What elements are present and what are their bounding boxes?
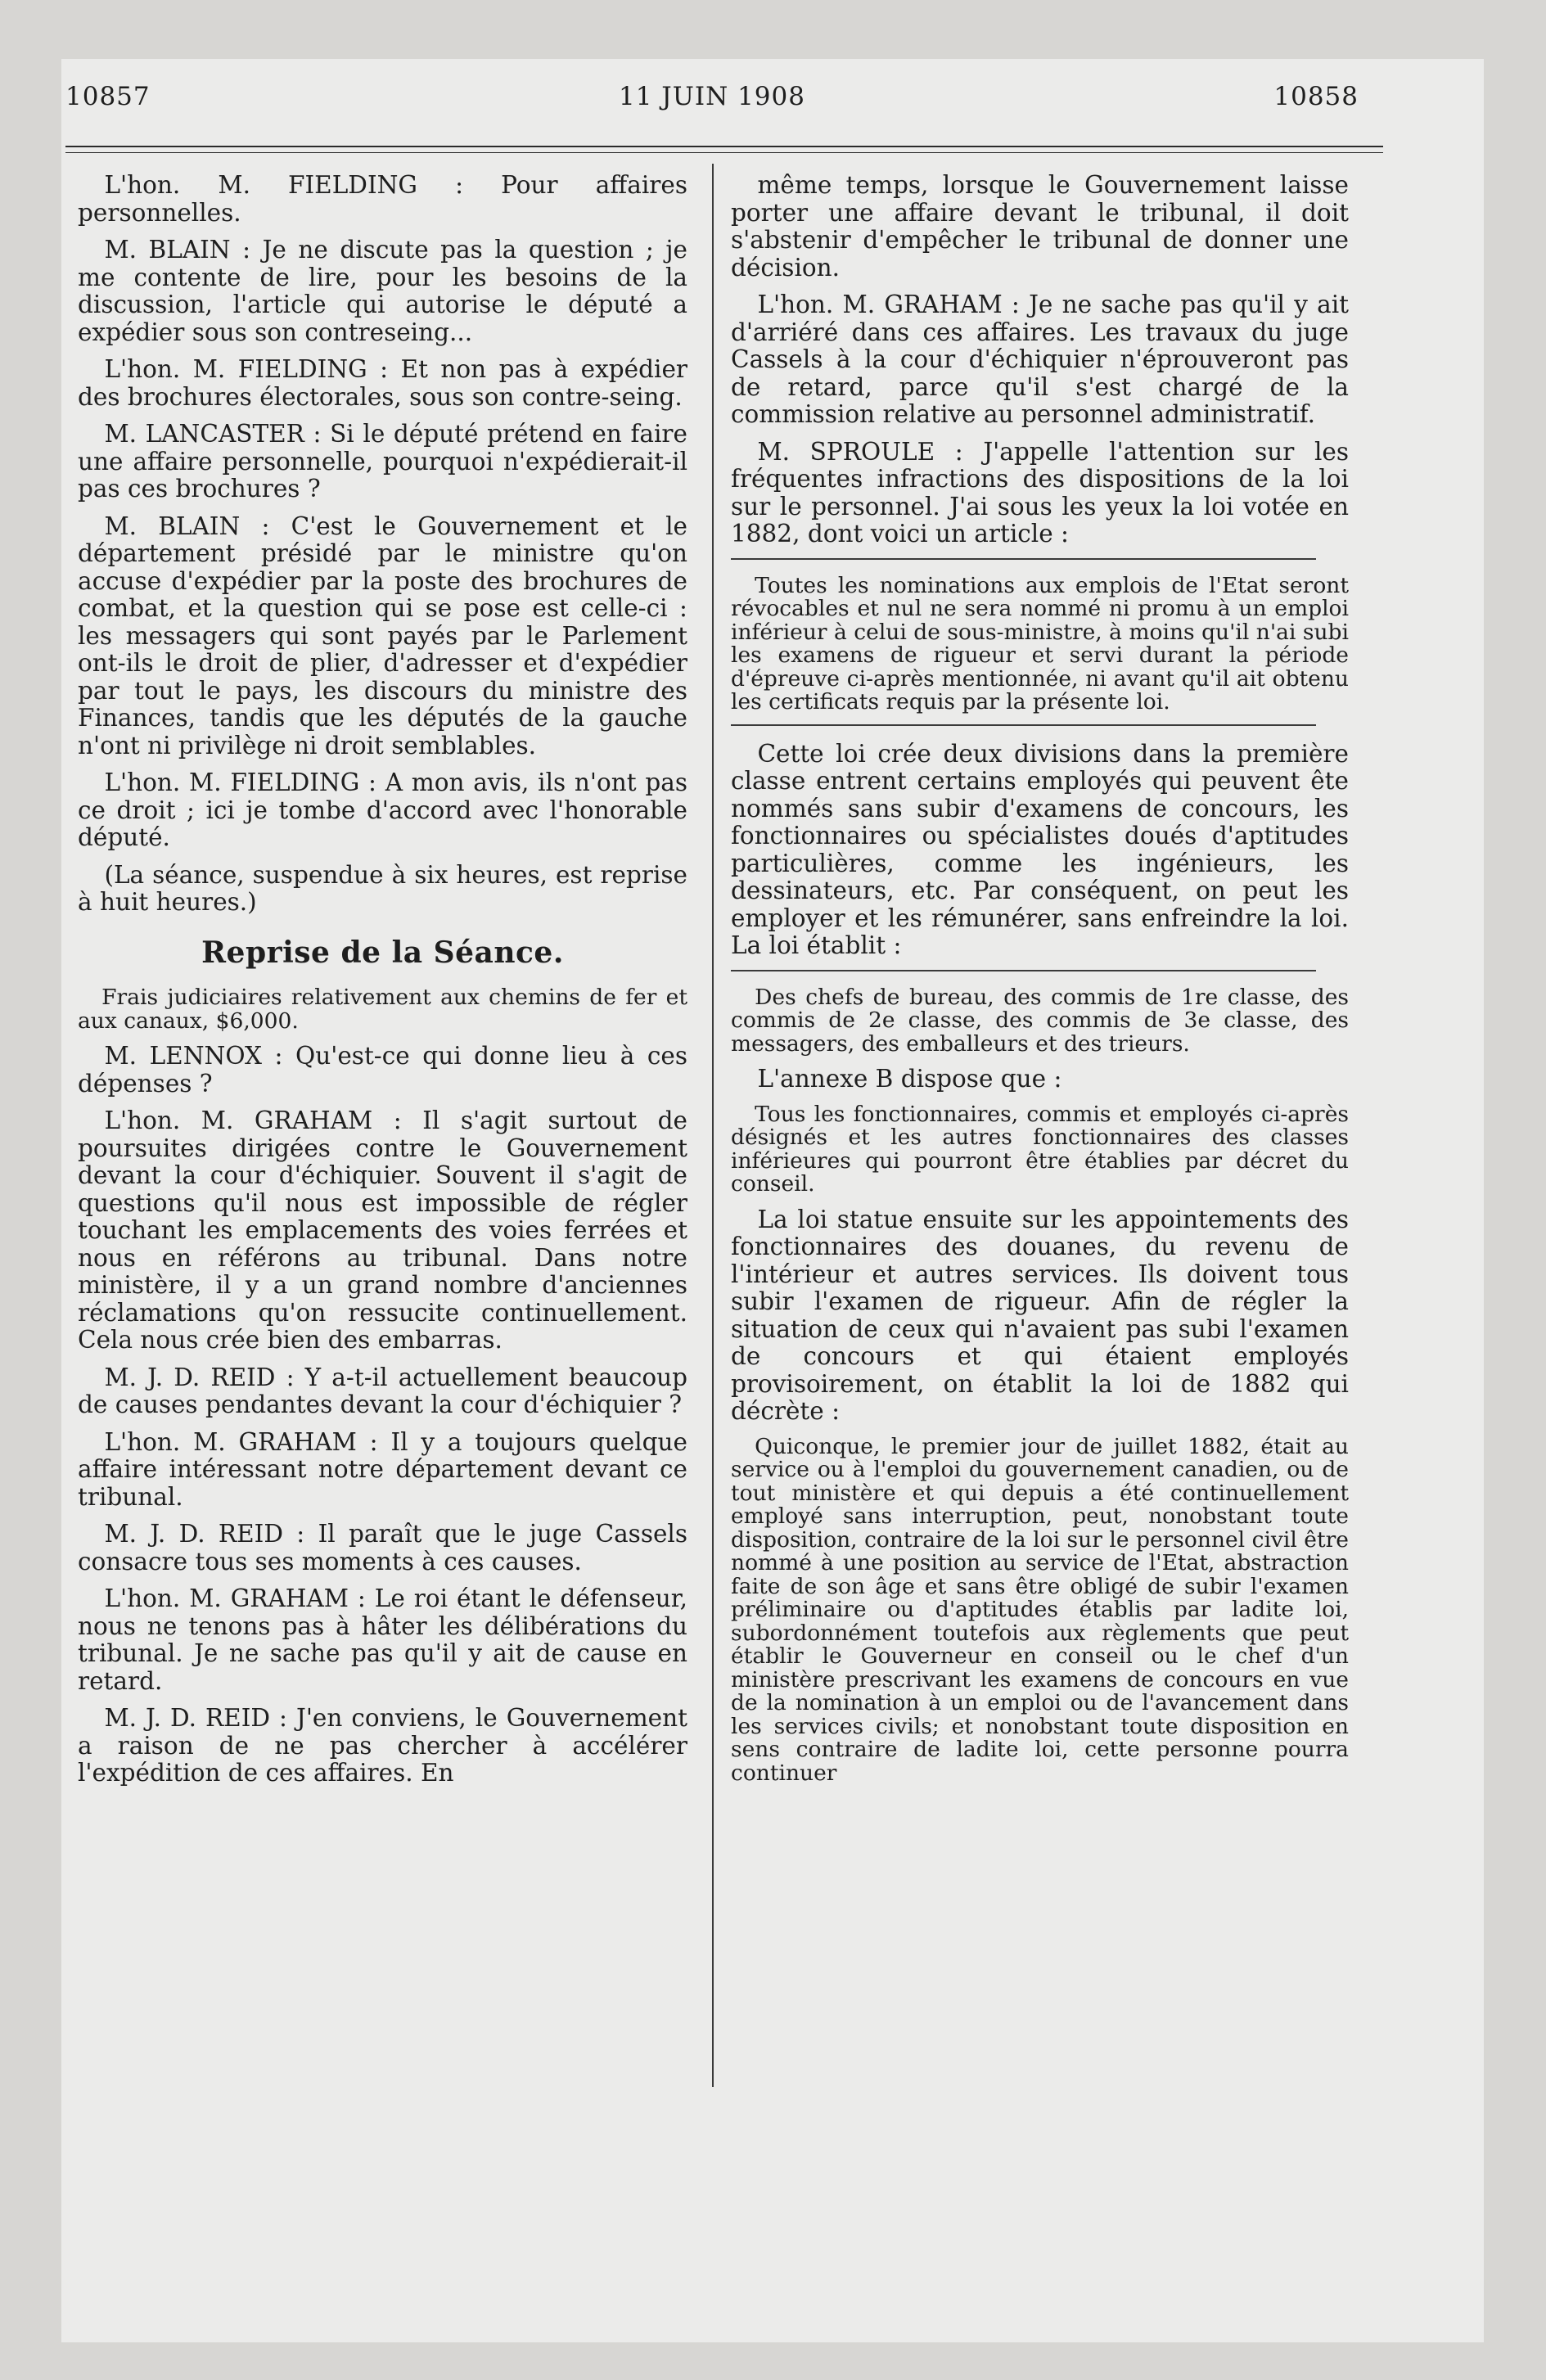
paragraph: même temps, lorsque le Gouvernement laisse porter une affaire devant le tribunal, il doit s'abstenir d'empêcher le tribunal de donner une décision. bbox=[731, 171, 1349, 282]
paragraph: M. SPROULE : J'appelle l'attention sur les fréquentes infractions des dispositions de la loi sur le personnel. J'ai sous les yeux la loi votée en 1882, dont voici un article : bbox=[731, 437, 1349, 548]
paragraph: (La séance, suspendue à six heures, est reprise à huit heures.) bbox=[78, 860, 687, 916]
paragraph: M. LANCASTER : Si le député prétend en faire une affaire personnelle, pourquoi n'expédierait-il pas ces brochures ? bbox=[78, 420, 687, 503]
paragraph: L'hon. M. FIELDING : A mon avis, ils n'ont pas ce droit ; ici je tombe d'accord avec l'honorable député. bbox=[78, 769, 687, 851]
paragraph: L'hon. M. FIELDING : Pour affaires personnelles. bbox=[78, 171, 687, 227]
quote-rule bbox=[731, 970, 1316, 971]
quotation bbox=[731, 1433, 1349, 1786]
paragraph: M. J. D. REID : Y a-t-il actuellement beaucoup de causes pendantes devant la cour d'échiquier ? bbox=[78, 1363, 687, 1418]
paragraph: L'hon. M. GRAHAM : Je ne sache pas qu'il y ait d'arriéré dans ces affaires. Les travaux du juge Cassels à la cour d'échiquier n'éprouveront pas de retard, parce qu'il s'est chargé de la commission relative au personnel administratif. bbox=[731, 291, 1349, 428]
paragraph: L'hon. M. GRAHAM : Il s'agit surtout de poursuites dirigées contre le Gouvernement devant la cour d'échiquier. Souvent il s'agit de questions qu'il nous est impossible de régler touchant les emplacements des voies ferrées et nous en référons au tribunal. Dans notre ministère, il y a un grand nombre d'anciennes réclamations qu'on ressucite continuellement. Cela nous crée bien des embarras. bbox=[78, 1107, 687, 1354]
quotation-text: Tous les fonctionnaires, commis et employés ci-après désignés et les autres fonctionnaires des classes inférieures qui pourront être établies par décret du conseil. bbox=[731, 1101, 1349, 1197]
paragraph: L'hon. M. GRAHAM : Il y a toujours quelque affaire intéressant notre département devant ce tribunal. bbox=[78, 1427, 687, 1511]
paragraph: La loi statue ensuite sur les appointements des fonctionnaires des douanes, du revenu de l'intérieur et autres services. Ils doivent tous subir l'examen de rigueur. Afin de régler la situation de ceux qui n'avaient pas subi l'examen de concours et qui étaient employés provisoirement, on établit la loi de 1882 qui décrète : bbox=[731, 1205, 1349, 1425]
quotation-text: Toutes les nominations aux emplois de l'Etat seront révocables et nul ne sera nommé ni promu à un emploi inférieur à celui de sous-ministre, à moins qu'il n'ai subi les examens de rigueur et servi durant la période d'épreuve ci-après mentionnée, ni avant qu'il ait obtenu les certificats requis par la présente loi. bbox=[731, 572, 1349, 714]
quote-rule bbox=[731, 558, 1316, 560]
page-header bbox=[65, 82, 1359, 123]
paragraph: L'hon. M. GRAHAM : Le roi étant le défenseur, nous ne tenons pas à hâter les délibérations du tribunal. Je ne sache pas qu'il y ait de cause en retard. bbox=[78, 1584, 687, 1695]
quotation-text: Des chefs de bureau, des commis de 1re classe, des commis de 2e classe, des commis de 3e classe, des messagers, des emballeurs et des trieurs. bbox=[731, 984, 1349, 1057]
quotation bbox=[731, 572, 1349, 714]
quote-rule bbox=[731, 724, 1316, 726]
paragraph: M. LENNOX : Qu'est-ce qui donne lieu à ces dépenses ? bbox=[78, 1042, 687, 1098]
paragraph: L'hon. M. FIELDING : Et non pas à expédier des brochures électorales, sous son contre-seing. bbox=[78, 355, 687, 411]
budget-item: Frais judiciaires relativement aux chemins de fer et aux canaux, $6,000. bbox=[78, 985, 687, 1034]
page-number-right: 10858 bbox=[1273, 82, 1359, 111]
left-column bbox=[78, 172, 687, 1797]
paragraph: M. J. D. REID : Il paraît que le juge Cassels consacre tous ses moments à ces causes. bbox=[78, 1520, 687, 1575]
page-date: 11 JUIN 1908 bbox=[619, 82, 805, 111]
quotation-text: Quiconque, le premier jour de juillet 1882, était au service ou à l'emploi du gouvernement canadien, ou de tout ministère et qui depuis a été continuellement employé sans interruption, peut, nonobstant toute disposition, contraire de la loi sur le personnel civil être nommé à une position au service de l'Etat, abstraction faite de son âge et sans être obligé de subir l'examen préliminaire ou d'aptitudes établis par ladite loi, subordonnément toutefois aux règlements que peut établir le Gouverneur en conseil ou le chef d'un ministère prescrivant les examens de concours en vue de la nomination à un emploi ou de l'avancement dans les services civils; et nonobstant toute disposition en sens contraire de ladite loi, cette personne pourra continuer bbox=[731, 1433, 1349, 1786]
header-rule-thin bbox=[65, 152, 1383, 153]
paragraph: M. J. D. REID : J'en conviens, le Gouvernement a raison de ne pas chercher à accélérer l'expédition de ces affaires. En bbox=[78, 1704, 687, 1787]
right-column bbox=[731, 172, 1349, 1795]
column-divider bbox=[712, 164, 714, 2087]
paragraph: M. BLAIN : Je ne discute pas la question ; je me contente de lire, pour les besoins de la discussion, l'article qui autorise le député a expédier sous son contreseing... bbox=[78, 236, 687, 346]
page-number-left: 10857 bbox=[65, 82, 151, 111]
paragraph: Cette loi crée deux divisions dans la première classe entrent certains employés qui peuvent ête nommés sans subir d'examens de concours, les fonctionnaires ou spécialistes doués d'aptitudes particulières, comme les ingénieurs, les dessinateurs, etc. Par conséquent, on peut les employer et les rémunérer, sans enfreindre la loi. La loi établit : bbox=[731, 739, 1349, 959]
quotation bbox=[731, 986, 1349, 1057]
section-heading: Reprise de la Séance. bbox=[201, 935, 564, 970]
paragraph: M. BLAIN : C'est le Gouvernement et le département présidé par le ministre qu'on accuse d'expédier par la poste des brochures de combat, et la question qui se pose est celle-ci : les messagers qui sont payés par le Parlement ont-ils le droit de plier, d'adresser et d'expédier par tout le pays, les discours du ministre des Finances, tandis que les députés de la gauche n'ont ni privilège ni droit semblables. bbox=[78, 512, 687, 760]
header-rule bbox=[65, 146, 1383, 147]
paragraph: L'annexe B dispose que : bbox=[757, 1065, 1062, 1093]
quotation bbox=[731, 1103, 1349, 1197]
